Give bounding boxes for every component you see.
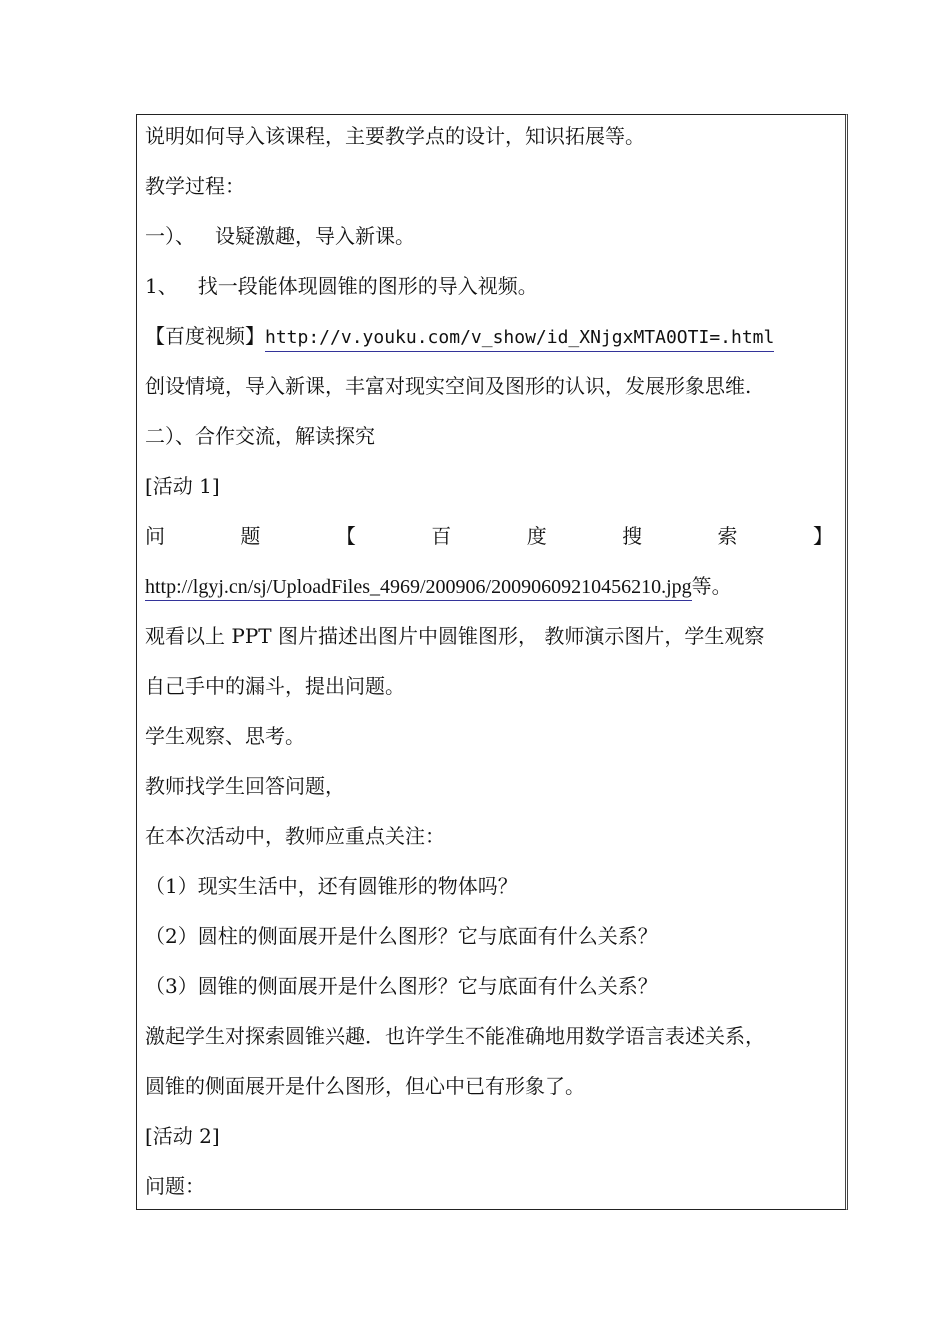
spread-char: 问 [145, 524, 165, 548]
image-formed-text: 圆锥的侧面展开是什么图形，但心中已有形象了。 [145, 1074, 585, 1098]
funnel-text: 自己手中的漏斗，提出问题。 [145, 674, 405, 698]
focus-heading: 在本次活动中，教师应重点关注： [145, 824, 445, 848]
step-1-number: 1、 [145, 274, 178, 298]
baidu-video-line [145, 323, 774, 351]
section-1-heading [145, 223, 415, 249]
interest-text: 激起学生对探索圆锥兴趣．也许学生不能准确地用数学语言表述关系， [145, 1024, 765, 1048]
observe-ppt-text: 观看以上 PPT 图片描述出图片中圆锥图形， 教师演示图片，学生观察 [145, 624, 765, 648]
spread-char: 【 [335, 524, 356, 548]
spread-char: 度 [526, 524, 547, 548]
teaching-process-heading: 教学过程： [145, 174, 245, 198]
baidu-video-label: 【百度视频】 [145, 324, 265, 348]
focus-item-3: （3）圆锥的侧面展开是什么图形？它与底面有什么关系？ [145, 974, 658, 998]
question-label: 问题： [145, 1174, 205, 1198]
step-1-text: 找一段能体现圆锥的图形的导入视频。 [197, 274, 538, 298]
intro-instruction: 说明如何导入该课程，主要教学点的设计，知识拓展等。 [145, 124, 645, 148]
section-2-heading: 二）、合作交流，解读探究 [145, 424, 375, 448]
section-1-title: 设疑激趣，导入新课。 [215, 224, 415, 248]
question-baidu-search-line [145, 523, 833, 549]
image-url-line [145, 573, 732, 600]
spread-char: 百 [431, 524, 452, 548]
focus-item-2: （2）圆柱的侧面展开是什么图形？它与底面有什么关系？ [145, 924, 658, 948]
spread-char: 】 [812, 524, 833, 548]
youku-video-link[interactable]: http://v.youku.com/v_show/id_XNjgxMTA0OTI=.html [265, 327, 774, 352]
spread-char: 搜 [622, 524, 643, 548]
step-1 [145, 273, 538, 299]
students-observe-text: 学生观察、思考。 [145, 724, 305, 748]
teacher-asks-text: 教师找学生回答问题， [145, 774, 345, 798]
spread-char: 题 [240, 524, 261, 548]
focus-item-1: （1）现实生活中，还有圆锥形的物体吗？ [145, 874, 518, 898]
image-link[interactable]: http://lgyj.cn/sj/UploadFiles_4969/200906/20090609210456210.jpg [145, 576, 692, 601]
activity-1-label: [活动 1] [145, 474, 220, 498]
section-1-number: 一）、 [145, 224, 195, 248]
activity-2-label: [活动 2] [145, 1124, 220, 1148]
scenario-text: 创设情境，导入新课，丰富对现实空间及图形的认识，发展形象思维. [145, 374, 752, 398]
image-url-suffix: 等。 [691, 574, 732, 598]
spread-char: 索 [717, 524, 738, 548]
